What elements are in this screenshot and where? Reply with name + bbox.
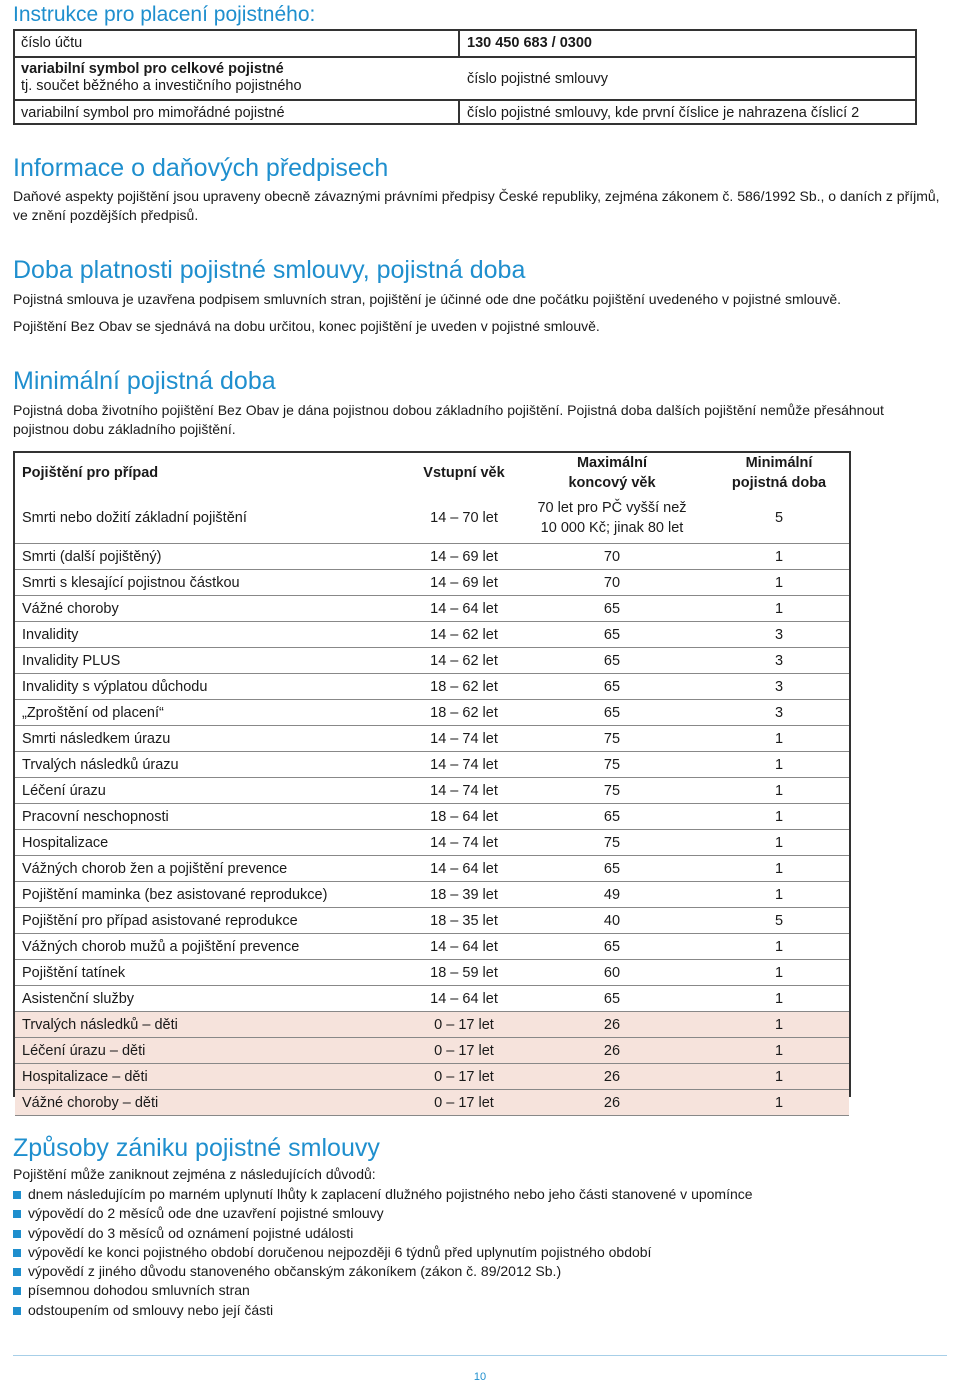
table-header-row [15, 453, 849, 493]
cell-max-age: 65 [515, 934, 709, 960]
cell-max-age: 75 [515, 830, 709, 856]
validity-title: Doba platnosti pojistné smlouvy, pojistná doba [13, 256, 526, 284]
min-period-text: Pojistná doba životního pojištění Bez Obav je dána pojistnou dobou základního pojištění. Pojistná doba dalších pojištění nemůže přesáhnout pojistnou dobu základního pojištění. [13, 402, 884, 437]
payment-info-box [13, 29, 917, 125]
bullet-square-icon [13, 1191, 21, 1199]
cell-case: Hospitalizace – děti [15, 1064, 413, 1090]
list-item [13, 1262, 753, 1281]
cell-entry-age: 0 – 17 let [413, 1038, 515, 1064]
cell-case: Asistenční služby [15, 986, 413, 1012]
cell-case: Vážných chorob žen a pojištění prevence [15, 856, 413, 882]
table-row [15, 1038, 849, 1064]
account-label: číslo účtu [21, 35, 83, 51]
cell-entry-age: 18 – 62 let [413, 700, 515, 726]
cell-min-period: 1 [709, 1012, 849, 1038]
divider [458, 31, 460, 56]
table-row [15, 544, 849, 570]
insurance-table [13, 451, 851, 1111]
cell-entry-age: 14 – 62 let [413, 648, 515, 674]
cell-case: Smrti následkem úrazu [15, 726, 413, 752]
cell-max-age: 65 [515, 804, 709, 830]
cell-max-age-line2: 10 000 Kč; jinak 80 let [540, 520, 684, 536]
list-item-text: výpovědí do 3 měsíců od oznámení pojistné události [28, 1224, 354, 1241]
payment-title: Instrukce pro placení pojistného: [13, 3, 316, 26]
cell-entry-age: 14 – 69 let [413, 570, 515, 596]
cell-max-age: 65 [515, 596, 709, 622]
cell-min-period: 1 [709, 726, 849, 752]
cell-case: „Zproštění od placení“ [15, 700, 413, 726]
divider [15, 56, 915, 58]
bullet-square-icon [13, 1268, 21, 1276]
table-row [15, 830, 849, 856]
table-row [15, 882, 849, 908]
cell-entry-age: 18 – 64 let [413, 804, 515, 830]
list-item [13, 1301, 753, 1320]
cell-max-age: 26 [515, 1090, 709, 1116]
cell-min-period: 5 [709, 908, 849, 934]
column-header-max-age-line2: koncový věk [568, 475, 656, 491]
cell-case: Léčení úrazu [15, 778, 413, 804]
column-header-min-period-line2: pojistná doba [731, 475, 827, 491]
termination-reasons-list [13, 1185, 753, 1320]
vs-regular-sublabel: tj. součet běžného a investičního pojistného [21, 78, 302, 94]
vs-regular-label: variabilní symbol pro celkové pojistné [21, 61, 284, 77]
cell-min-period: 1 [709, 570, 849, 596]
table-row [15, 960, 849, 986]
cell-max-age: 26 [515, 1064, 709, 1090]
cell-min-period: 1 [709, 778, 849, 804]
cell-entry-age: 18 – 62 let [413, 674, 515, 700]
cell-min-period: 1 [709, 934, 849, 960]
cell-min-period: 1 [709, 830, 849, 856]
list-item-text: výpovědí do 2 měsíců ode dne uzavření pojistné smlouvy [28, 1205, 384, 1222]
page-number: 10 [473, 1371, 487, 1383]
cell-entry-age: 14 – 74 let [413, 726, 515, 752]
cell-case: Smrti (další pojištěný) [15, 544, 413, 570]
table-row [15, 700, 849, 726]
cell-case: Vážných chorob mužů a pojištění prevence [15, 934, 413, 960]
cell-min-period: 1 [709, 1064, 849, 1090]
column-header-min-period [709, 453, 849, 493]
cell-entry-age: 14 – 69 let [413, 544, 515, 570]
table-row [15, 986, 849, 1012]
table-row [15, 596, 849, 622]
divider [458, 99, 460, 125]
cell-entry-age: 0 – 17 let [413, 1012, 515, 1038]
list-item [13, 1281, 753, 1300]
list-item-text: písemnou dohodou smluvních stran [28, 1282, 250, 1299]
list-item-text: dnem následujícím po marném uplynutí lhůty k zaplacení dlužného pojistného nebo jeho části stanovené v upomínce [28, 1186, 753, 1202]
cell-min-period: 1 [709, 986, 849, 1012]
cell-max-age: 65 [515, 674, 709, 700]
table-row [15, 934, 849, 960]
table-row [15, 648, 849, 674]
table-row [15, 804, 849, 830]
cell-max-age-line1: 70 let pro PČ vyšší než [537, 500, 687, 516]
cell-case: Smrti s klesající pojistnou částkou [15, 570, 413, 596]
table-row [15, 726, 849, 752]
cell-entry-age: 14 – 64 let [413, 986, 515, 1012]
termination-intro: Pojištění může zaniknout zejména z následujících důvodů: [13, 1166, 376, 1182]
cell-case: Pojištění tatínek [15, 960, 413, 986]
cell-min-period: 1 [709, 596, 849, 622]
cell-min-period: 3 [709, 700, 849, 726]
bullet-square-icon [13, 1307, 21, 1315]
cell-max-age: 75 [515, 778, 709, 804]
table-row [15, 752, 849, 778]
cell-min-period: 3 [709, 622, 849, 648]
cell-min-period: 1 [709, 882, 849, 908]
column-header-min-period-line1: Minimální [745, 455, 813, 471]
cell-case: Vážné choroby [15, 596, 413, 622]
column-header-entry-age: Vstupní věk [423, 465, 505, 481]
cell-case: Hospitalizace [15, 830, 413, 856]
cell-max-age: 75 [515, 752, 709, 778]
footer-divider [13, 1355, 947, 1356]
tax-text: Daňové aspekty pojištění jsou upraveny obecně závaznými právními předpisy České republiky, zejména zákonem č. 586/1992 Sb., o daních z příjmů, ve znění pozdějších předpisů. [13, 188, 940, 223]
cell-min-period: 3 [709, 674, 849, 700]
account-value: 130 450 683 / 0300 [467, 35, 592, 51]
table-row [15, 1090, 849, 1116]
bullet-square-icon [13, 1249, 21, 1257]
cell-case: Pracovní neschopnosti [15, 804, 413, 830]
cell-max-age: 60 [515, 960, 709, 986]
bullet-square-icon [13, 1287, 21, 1295]
list-item [13, 1185, 753, 1204]
table-row [15, 1064, 849, 1090]
table-row [15, 1012, 849, 1038]
cell-entry-age: 18 – 39 let [413, 882, 515, 908]
cell-entry-age: 14 – 70 let [413, 493, 515, 544]
list-item [13, 1243, 753, 1262]
cell-min-period: 1 [709, 856, 849, 882]
cell-entry-age: 14 – 74 let [413, 778, 515, 804]
table-row [15, 570, 849, 596]
cell-max-age [515, 493, 709, 544]
cell-case: Invalidity s výplatou důchodu [15, 674, 413, 700]
cell-case: Smrti nebo dožití základní pojištění [15, 493, 413, 544]
cell-case: Vážné choroby – děti [15, 1090, 413, 1116]
vs-extra-label: variabilní symbol pro mimořádné pojistné [21, 105, 285, 121]
cell-entry-age: 0 – 17 let [413, 1090, 515, 1116]
bullet-square-icon [13, 1230, 21, 1238]
validity-text-2: Pojištění Bez Obav se sjednává na dobu určitou, konec pojištění je uveden v pojistné smlouvě. [13, 318, 600, 334]
cell-entry-age: 18 – 35 let [413, 908, 515, 934]
cell-case: Trvalých následků – děti [15, 1012, 413, 1038]
cell-case: Trvalých následků úrazu [15, 752, 413, 778]
cell-entry-age: 14 – 64 let [413, 596, 515, 622]
cell-entry-age: 14 – 74 let [413, 830, 515, 856]
cell-min-period: 1 [709, 1090, 849, 1116]
column-header-max-age [515, 453, 709, 493]
table-row [15, 778, 849, 804]
cell-case: Invalidity PLUS [15, 648, 413, 674]
list-item-text: výpovědí z jiného důvodu stanoveného občanským zákoníkem (zákon č. 89/2012 Sb.) [28, 1263, 562, 1280]
table-row [15, 856, 849, 882]
cell-min-period: 5 [709, 493, 849, 544]
cell-min-period: 1 [709, 804, 849, 830]
list-item [13, 1204, 753, 1223]
validity-text-1: Pojistná smlouva je uzavřena podpisem smluvních stran, pojištění je účinné ode dne počátku pojištění uvedeného v pojistné smlouvě. [13, 291, 842, 307]
cell-entry-age: 14 – 62 let [413, 622, 515, 648]
cell-max-age: 65 [515, 622, 709, 648]
bullet-square-icon [13, 1210, 21, 1218]
column-header-case: Pojištění pro případ [22, 465, 159, 481]
cell-entry-age: 18 – 59 let [413, 960, 515, 986]
table-row [15, 622, 849, 648]
cell-case: Pojištění maminka (bez asistované reprodukce) [15, 882, 413, 908]
cell-min-period: 1 [709, 752, 849, 778]
table-row [15, 493, 849, 544]
cell-case: Pojištění pro případ asistované reprodukce [15, 908, 413, 934]
list-item [13, 1224, 753, 1243]
cell-entry-age: 0 – 17 let [413, 1064, 515, 1090]
cell-max-age: 65 [515, 986, 709, 1012]
cell-max-age: 26 [515, 1012, 709, 1038]
cell-min-period: 1 [709, 544, 849, 570]
list-item-text: výpovědí ke konci pojistného období doručenou nejpozději 6 týdnů před uplynutím pojistného období [28, 1243, 652, 1260]
cell-entry-age: 14 – 74 let [413, 752, 515, 778]
cell-max-age: 65 [515, 856, 709, 882]
column-header-max-age-line1: Maximální [576, 455, 648, 471]
list-item-text: odstoupením od smlouvy nebo její části [28, 1301, 274, 1318]
cell-min-period: 1 [709, 960, 849, 986]
cell-max-age: 70 [515, 570, 709, 596]
cell-max-age: 40 [515, 908, 709, 934]
cell-max-age: 70 [515, 544, 709, 570]
vs-extra-value: číslo pojistné smlouvy, kde první číslice je nahrazena číslicí 2 [467, 105, 860, 121]
cell-min-period: 3 [709, 648, 849, 674]
table-row [15, 674, 849, 700]
divider [15, 99, 915, 101]
cell-min-period: 1 [709, 1038, 849, 1064]
cell-case: Invalidity [15, 622, 413, 648]
cell-max-age: 65 [515, 700, 709, 726]
cell-max-age: 65 [515, 648, 709, 674]
cell-entry-age: 14 – 64 let [413, 934, 515, 960]
termination-title: Způsoby zániku pojistné smlouvy [13, 1134, 380, 1162]
table-row [15, 908, 849, 934]
cell-max-age: 75 [515, 726, 709, 752]
cell-max-age: 26 [515, 1038, 709, 1064]
tax-title: Informace o daňových předpisech [13, 154, 389, 182]
cell-max-age: 49 [515, 882, 709, 908]
cell-case: Léčení úrazu – děti [15, 1038, 413, 1064]
cell-entry-age: 14 – 64 let [413, 856, 515, 882]
min-period-title: Minimální pojistná doba [13, 367, 276, 395]
vs-regular-value: číslo pojistné smlouvy [467, 71, 609, 87]
